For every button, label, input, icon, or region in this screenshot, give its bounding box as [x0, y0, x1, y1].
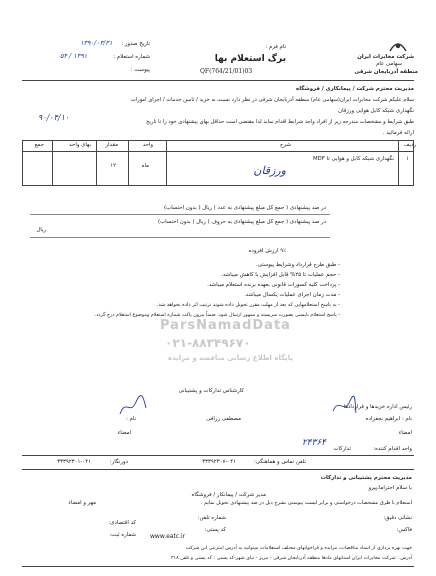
recipient-line: مدیریت محترم شرکت / پیمانکاری / فروشگاه — [296, 86, 414, 92]
col-sep-2 — [166, 140, 167, 186]
signer-name-left-label: نام : — [125, 416, 136, 422]
condition-item: - به پاسخ استعلامهایی که بعد از مهلت مقرر تحویل داده شوند ترتیب اثر داده نخواهد شد. — [156, 302, 340, 308]
phone-label: تلفن تماس و هماهنگی: — [253, 459, 306, 465]
purchase-unit-title: رئیس اداره خریدها و قراردادها — [343, 404, 412, 410]
total-words-underline — [30, 237, 330, 238]
condition-item: - پرداخت کلیه کسورات قانونی بعهده برنده استعلام میباشد. — [207, 282, 340, 288]
col-sep-5 — [52, 140, 53, 186]
reply-phone-label: شماره تلفن: — [197, 515, 226, 521]
row-desc: نگهداری شبکه کابل و هوایی تا MDF — [313, 156, 394, 162]
deadline-hand: ۹۰/۰۴/۱۰ — [38, 113, 70, 122]
form-code: QF(764/21/01)03 — [200, 68, 253, 75]
intro-text: سلام علیکم شرکت مخابرات ایران(سهامی عام) منطقه آذربایجان شرقی در نظر دارد نسبت به خرید / تامین خدمات / اجرای امورات — [130, 97, 414, 103]
total-words: در صد پیشنهادی ( جمع کل مبلغ پیشنهادی به حروف ) ریال ( بدون احتساب) — [158, 219, 326, 225]
action-unit-label: واحد اقدام کننده: — [373, 446, 412, 452]
signature-label-left: امضاء — [117, 430, 131, 436]
condition-item: - مدت زمان اجرای عملیات یکسال میباشد. — [244, 292, 340, 298]
form-title: برگ استعلام بها — [214, 54, 286, 64]
page-bottom-line — [22, 566, 414, 567]
th-row: ردیف — [403, 142, 416, 148]
conditions-list — [20, 262, 340, 319]
condition-item: - پاسخ استعلام بایستی بصورت سربسته و ممهور ارسال شود. ضمناً بیرون پاکت شماره استعلام وموضوع استعلام درج گردد. — [94, 313, 340, 318]
total-numbers: در صد پیشنهادی ( جمع کل مبلغ پیشنهادی به عدد ) ریال ( بدون احتساب) — [164, 205, 326, 211]
number-label: شماره استعلام : — [113, 54, 150, 60]
reply-title: مدیریت محترم پشتیبانی و تدارکات — [320, 475, 412, 481]
deadline-suffix: ارائه فرمائید . — [382, 130, 414, 136]
subject-text: نگهداری شبکه کابل هوایی ورزقان — [338, 108, 414, 114]
th-unit: واحد — [142, 142, 153, 148]
attachment-label: پیوست : — [130, 67, 150, 73]
reply-reg-label: شماره ثبت: — [109, 532, 136, 538]
th-qty: مقدار — [105, 142, 118, 148]
unit-label: نام فرم : — [265, 44, 286, 50]
reply-line1: استعلام با طرق مشخصات درخواستی و برابر لیست پیوستی بشرح ذیل در صد پیشنهادی تحویل نمایم . — [201, 500, 412, 506]
row-num: ۱ — [406, 156, 409, 162]
signature-scribble-right — [330, 395, 358, 417]
date-value: ۱۳۹۰/۰۳/۳۱ — [80, 39, 113, 47]
watermark-tagline: پایگاه اطلاع رسانی مناقصه و مزایده — [168, 354, 294, 362]
row-hand: ورزقان — [253, 164, 286, 177]
reply-postal-label: کد پستی: — [204, 527, 226, 533]
website-link[interactable]: www.eatc.ir — [150, 533, 186, 540]
conditions-text: طبق شرایط و مشخصات مندرجه زیر از افراد واجد شرایط اقدام نماید لذا مقتضی است حداقل بهای پیشنهادی خود را تا تاریخ — [146, 119, 414, 125]
th-total: جمع — [34, 142, 44, 148]
rial-label: ریال — [36, 227, 46, 233]
reply-fax-label: فاکس: — [396, 527, 412, 533]
phone-value: ۳۳۳۹۲۳۰۷-۰۴۱ — [202, 459, 236, 465]
number-value: ۱۳۹۱ / ۵۴ — [60, 52, 88, 60]
signature-scribble — [118, 394, 148, 418]
condition-item: - حجم عملیات تا ۲۵% قابل افزایش یا کاهش میباشد. — [221, 272, 340, 278]
company-name: شرکت مخابرات ایران — [357, 54, 414, 60]
th-unit-price: بهای واحد — [69, 142, 91, 148]
reply-bottom-note: جهت بهره برداری از اسناد مناقصات، مزایده و فراخوانهای مختلف استعلامات میتوانید به آدرس اینترنتی این شرکت — [185, 546, 412, 551]
row-unit: ماه — [141, 163, 149, 169]
vat-label: ۹٪ ارزش افزوده — [248, 248, 286, 254]
total-numbers-underline — [30, 214, 330, 215]
contact-bar-top — [22, 455, 414, 456]
contact-hand-number: ۲۴۳۶۴ — [301, 438, 326, 448]
signer-name-mid: مصطفی زرافی — [206, 416, 241, 422]
col-sep-1 — [398, 140, 399, 186]
header-divider — [22, 80, 414, 81]
logo — [388, 38, 408, 52]
reply-address-label: نشانی دقیق: — [383, 515, 412, 521]
reply-address-line: آدرس : شرکت مخابرات ایران استانهای مادها منطقه آذربایجان شرقی - تبریز - نیای شهر-کد پستی : کد پستی و تلفن ۳۱۸ — [170, 556, 412, 561]
province-unit: منطقه آذربایجان شرقی — [354, 69, 418, 75]
reply-econ-label: کد اقتصادی: — [108, 520, 136, 526]
reply-seal-label: مهر و امضاء — [68, 500, 96, 506]
condition-item: - طبق طرح قرارداد وشرایط پیوستی. — [255, 262, 340, 268]
reply-greeting: با سلام احتراما،پیرو — [368, 485, 412, 491]
col-sep-4 — [96, 140, 97, 186]
col-sep-3 — [128, 140, 129, 186]
row-qty: ۱۲ — [110, 163, 116, 169]
fax-value: ۳۳۳۹۲۳۰۱-۰۴۱ — [57, 459, 91, 465]
fax-label: دورنگار: — [109, 459, 128, 465]
th-desc: شرح — [280, 142, 291, 148]
reply-sub: مدیر شرکت / پیمانکار / فروشگاه — [191, 492, 266, 498]
table-header-line — [22, 151, 414, 152]
procurement-expert-title: کارشناس تدارکات و پشتیبانی — [178, 388, 244, 394]
contact-bar-bottom — [22, 469, 414, 470]
watermark-brand: ParsNamadData — [160, 318, 291, 333]
signer-name-right: نام : ابراهیم نجفزاده — [365, 416, 412, 422]
action-unit-value: تدارکات — [333, 446, 351, 452]
company-sub: سهامی عام — [376, 61, 402, 67]
date-label: تاریخ صدور : — [121, 41, 150, 47]
watermark-phone: ۰۲۱-۸۸۳۴۹۶۷۰ — [165, 336, 251, 350]
signature-label-right: امضاء — [398, 430, 412, 436]
